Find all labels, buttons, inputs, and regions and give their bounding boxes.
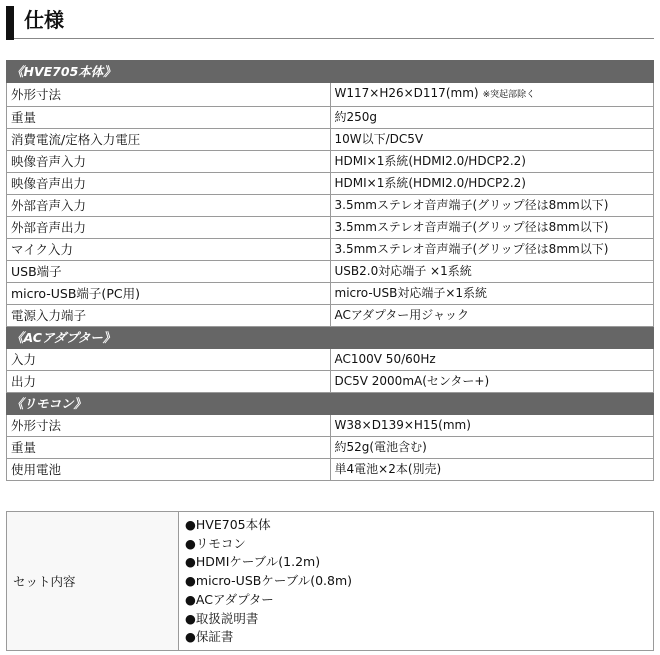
spec-value: 3.5mmステレオ音声端子(グリップ径は8mm以下) — [330, 239, 654, 261]
title-underline — [14, 38, 654, 39]
spec-row — [7, 349, 654, 371]
page-title: 仕様 — [24, 8, 64, 32]
spec-table — [6, 60, 654, 481]
list-item: ●リモコン — [185, 535, 246, 551]
spec-row — [7, 283, 654, 305]
list-item: ●micro-USBケーブル(0.8m) — [185, 573, 353, 589]
spec-value: 約52g(電池含む) — [330, 437, 654, 459]
spec-value: DC5V 2000mA(センター+) — [330, 371, 654, 393]
section-header-remote — [7, 393, 654, 415]
list-item: ●ACアダプター — [185, 591, 274, 607]
spec-label: 外形寸法 — [7, 83, 331, 107]
section-heading: 《HVE705本体》 — [7, 61, 654, 83]
spec-note: ※突起部除く — [482, 90, 536, 100]
spec-label: マイク入力 — [7, 239, 331, 261]
spec-label: 外形寸法 — [7, 415, 331, 437]
spec-row — [7, 195, 654, 217]
set-contents-row — [7, 512, 654, 651]
set-contents-table — [6, 511, 654, 651]
spec-row — [7, 459, 654, 481]
spec-row — [7, 217, 654, 239]
spec-row — [7, 415, 654, 437]
spec-label: 消費電流/定格入力電圧 — [7, 129, 331, 151]
list-item: ●HDMIケーブル(1.2m) — [185, 554, 321, 570]
spec-value: 10W以下/DC5V — [330, 129, 654, 151]
spec-value: 3.5mmステレオ音声端子(グリップ径は8mm以下) — [330, 195, 654, 217]
spec-value: AC100V 50/60Hz — [330, 349, 654, 371]
section-heading: 《ACアダプター》 — [7, 327, 654, 349]
spec-value: W117×H26×D117(mm) — [334, 86, 479, 100]
spec-label: 外部音声出力 — [7, 217, 331, 239]
spec-row — [7, 437, 654, 459]
spec-row — [7, 371, 654, 393]
spec-value: USB2.0対応端子 ×1系統 — [330, 261, 654, 283]
spec-value: micro-USB対応端子×1系統 — [330, 283, 654, 305]
spec-row — [7, 129, 654, 151]
spec-label: 重量 — [7, 437, 331, 459]
list-item: ●HVE705本体 — [185, 517, 271, 532]
spec-label: 映像音声出力 — [7, 173, 331, 195]
spec-value-cell — [330, 83, 654, 107]
spec-label: micro-USB端子(PC用) — [7, 283, 331, 305]
spec-label: USB端子 — [7, 261, 331, 283]
spec-label: 出力 — [7, 371, 331, 393]
spec-label: 映像音声入力 — [7, 151, 331, 173]
spec-value: ACアダプター用ジャック — [330, 305, 654, 327]
spec-row — [7, 83, 654, 107]
spec-value: HDMI×1系統(HDMI2.0/HDCP2.2) — [330, 173, 654, 195]
list-item: ●取扱説明書 — [185, 610, 259, 626]
section-heading: 《リモコン》 — [7, 393, 654, 415]
spec-value: 約250g — [330, 107, 654, 129]
section-header-ac-adapter — [7, 327, 654, 349]
spec-label: 使用電池 — [7, 459, 331, 481]
spec-row — [7, 305, 654, 327]
spec-value: W38×D139×H15(mm) — [330, 415, 654, 437]
page-title-block — [6, 6, 654, 40]
spec-value: 単4電池×2本(別売) — [330, 459, 654, 481]
spec-label: 電源入力端子 — [7, 305, 331, 327]
spec-label: 外部音声入力 — [7, 195, 331, 217]
spec-label: 重量 — [7, 107, 331, 129]
section-header-main-unit — [7, 61, 654, 83]
spec-row — [7, 239, 654, 261]
spec-row — [7, 151, 654, 173]
set-contents-label: セット内容 — [7, 512, 179, 651]
list-item: ●保証書 — [185, 629, 234, 645]
spec-row — [7, 173, 654, 195]
title-accent-bar — [6, 6, 14, 40]
spec-label: 入力 — [7, 349, 331, 371]
set-contents-list — [179, 512, 654, 651]
spec-row — [7, 107, 654, 129]
spec-row — [7, 261, 654, 283]
spec-value: 3.5mmステレオ音声端子(グリップ径は8mm以下) — [330, 217, 654, 239]
spec-value: HDMI×1系統(HDMI2.0/HDCP2.2) — [330, 151, 654, 173]
